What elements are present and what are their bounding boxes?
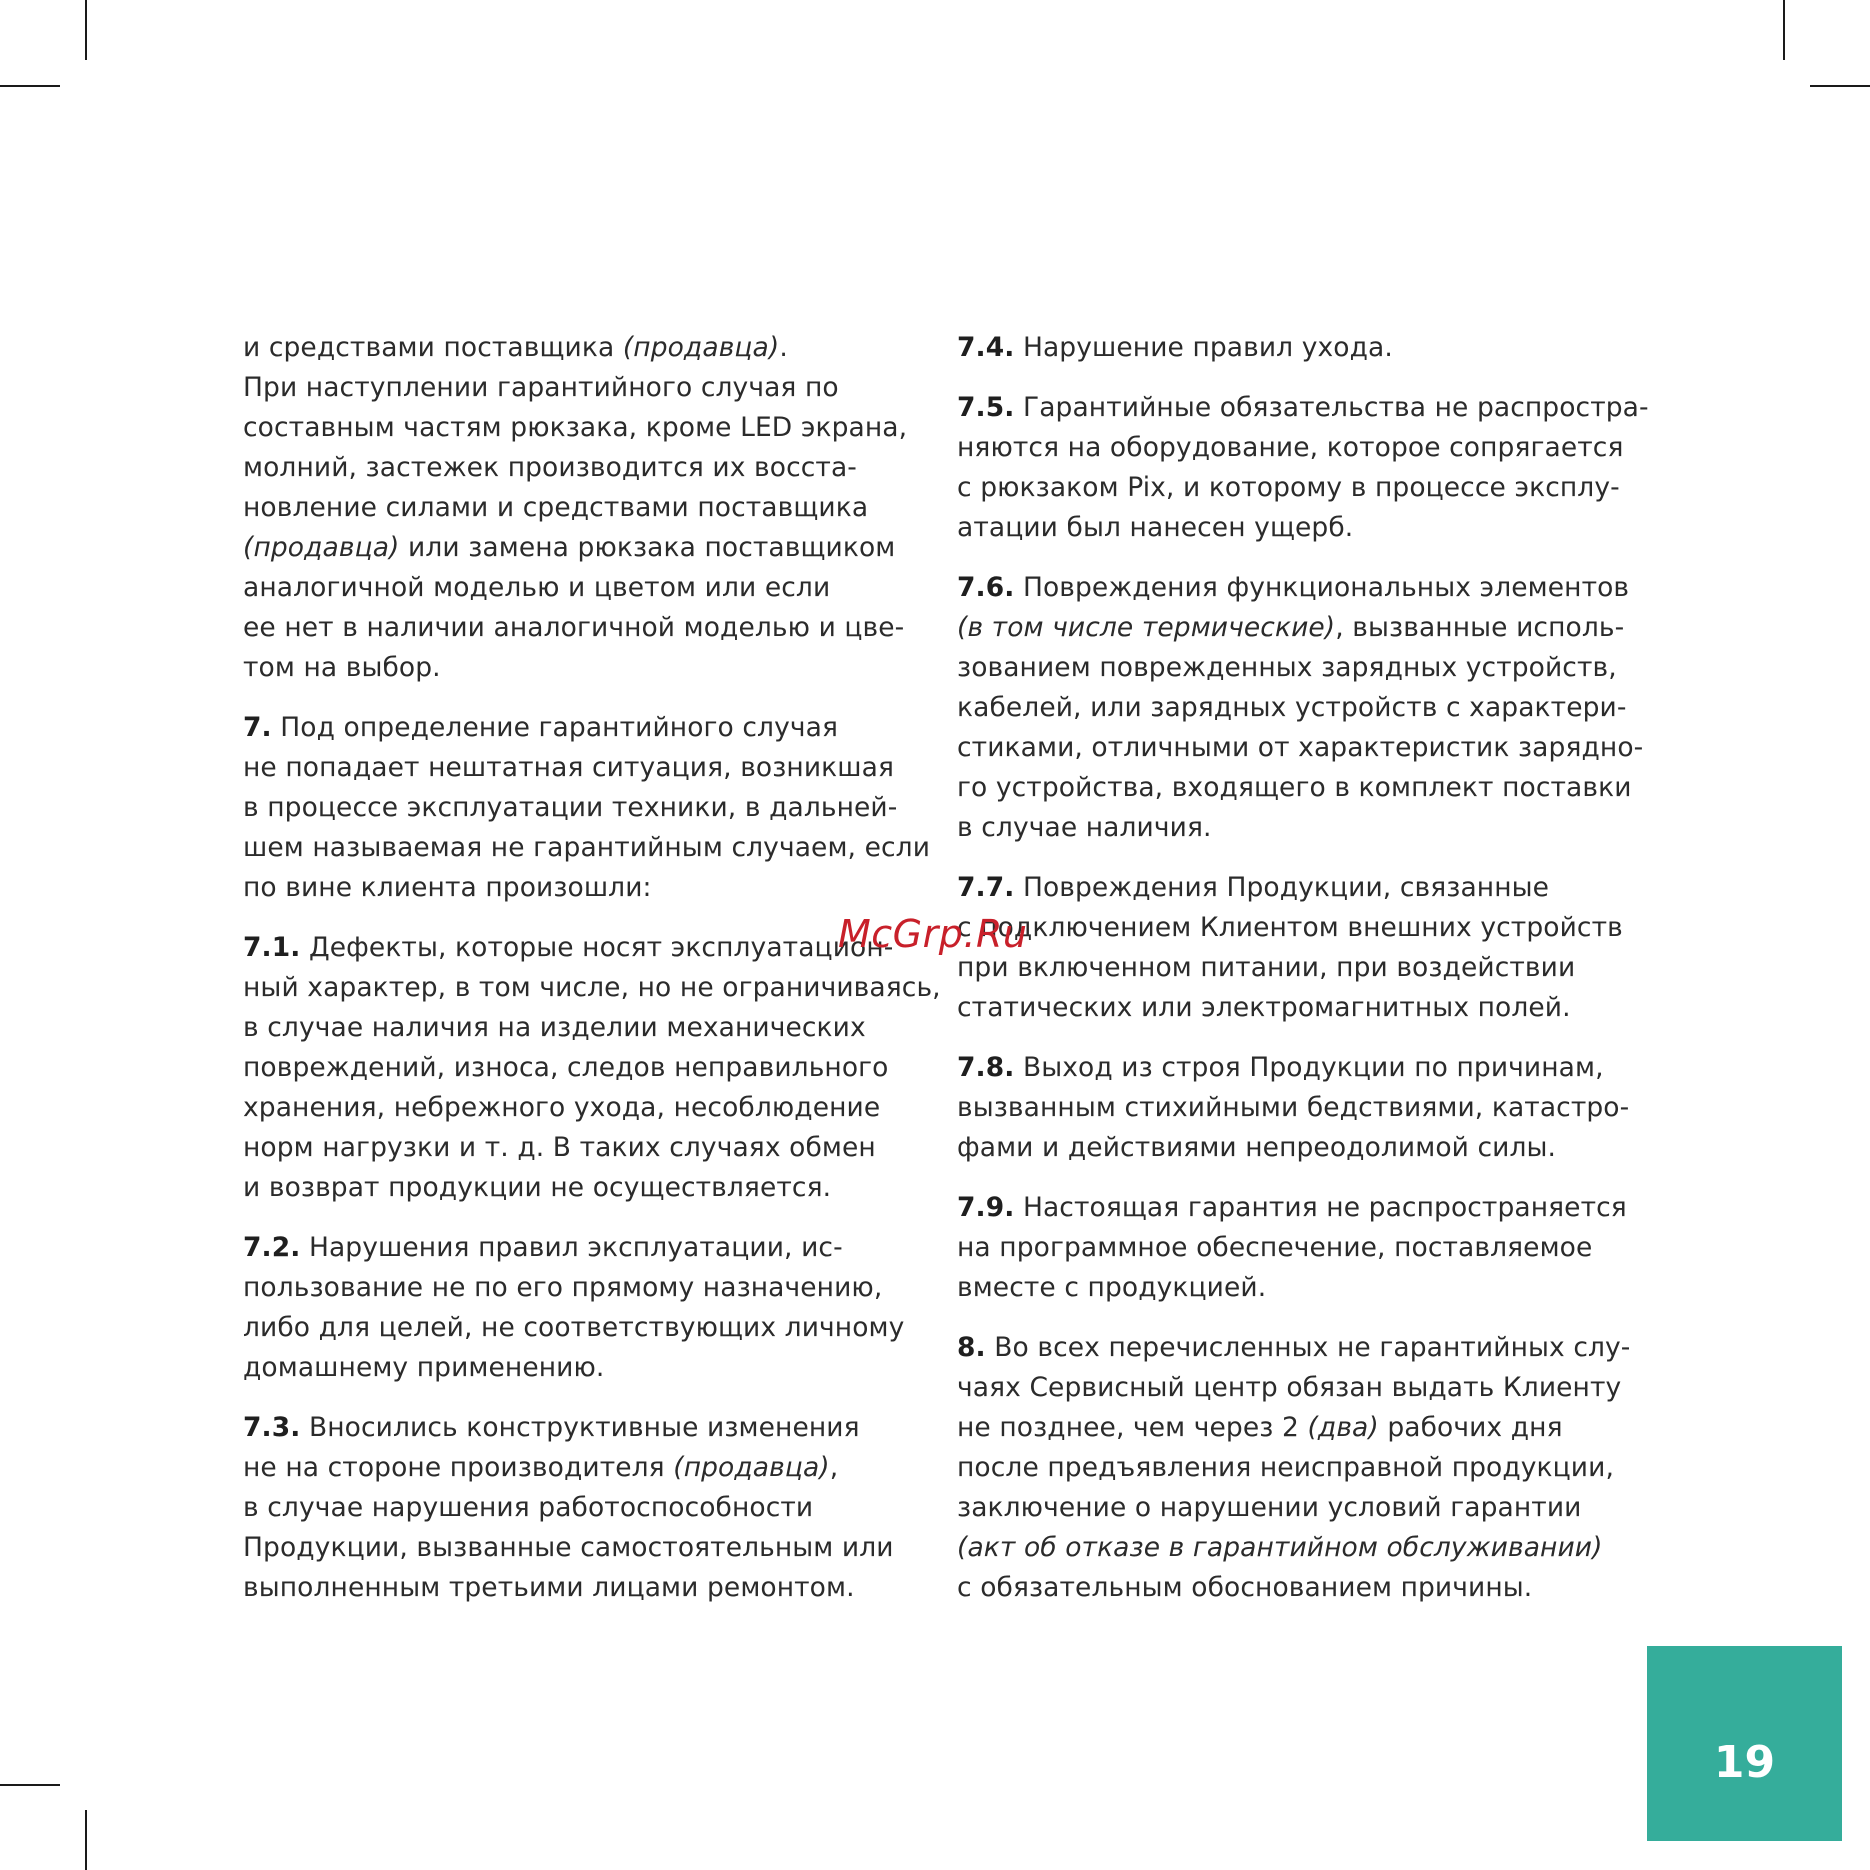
text-line — [243, 1448, 923, 1488]
clause-number: 8. — [957, 1332, 986, 1363]
text-line: норм нагрузки и т. д. В таких случаях обмен — [243, 1132, 876, 1163]
italic-span: (продавца) — [622, 332, 780, 363]
text-line: составным частям рюкзака, кроме LED экрана, — [243, 412, 908, 443]
paragraph-intro — [243, 328, 923, 688]
paragraph-7-9 — [957, 1188, 1637, 1308]
crop-mark — [85, 0, 87, 60]
text-span: Во всех перечисленных не гарантийных слу- — [985, 1332, 1631, 1363]
text-line — [957, 1328, 1637, 1368]
text-line: на программное обеспечение, поставляемое — [957, 1232, 1593, 1263]
text-line: ее нет в наличии аналогичной моделью и цве- — [243, 612, 905, 643]
text-line — [243, 1228, 923, 1268]
paragraph-7-6 — [957, 568, 1644, 848]
text-line: с обязательным обоснованием причины. — [957, 1572, 1533, 1603]
clause-number: 7.7. — [957, 872, 1015, 903]
text-line: том на выбор. — [243, 652, 441, 683]
text-span: рабочих дня — [1378, 1412, 1563, 1443]
text-line — [957, 608, 1637, 648]
clause-number: 7.9. — [957, 1192, 1015, 1223]
watermark: McGrp.Ru — [838, 912, 1028, 956]
text-line: вызванным стихийными бедствиями, катастро- — [957, 1092, 1630, 1123]
text-line — [957, 388, 1649, 428]
clause-number: 7.8. — [957, 1052, 1015, 1083]
text-line: и возврат продукции не осуществляется. — [243, 1172, 832, 1203]
paragraph-7-1 — [243, 928, 941, 1208]
text-line: аналогичной моделью и цветом или если — [243, 572, 831, 603]
text-line: не попадает нештатная ситуация, возникшая — [243, 752, 895, 783]
text-line: в случае наличия на изделии механических — [243, 1012, 866, 1043]
text-line — [243, 328, 923, 368]
text-span: Вносились конструктивные изменения — [300, 1412, 860, 1443]
text-line — [957, 1188, 1637, 1228]
text-line: чаях Сервисный центр обязан выдать Клиенту — [957, 1372, 1622, 1403]
text-line: либо для целей, не соответствующих личному — [243, 1312, 905, 1343]
text-line: фами и действиями непреодолимой силы. — [957, 1132, 1557, 1163]
text-line: в случае наличия. — [957, 812, 1212, 843]
clause-number: 7.6. — [957, 572, 1015, 603]
crop-mark — [0, 85, 60, 87]
clause-number: 7.5. — [957, 392, 1015, 423]
text-line: выполненным третьими лицами ремонтом. — [243, 1572, 855, 1603]
paragraph-7-4 — [957, 328, 1637, 368]
text-span: не позднее, чем через 2 — [957, 1412, 1308, 1443]
text-line: заключение о нарушении условий гарантии — [957, 1492, 1582, 1523]
paragraph-7-2 — [243, 1228, 923, 1388]
page-number: 19 — [1713, 1737, 1776, 1788]
text-line: ный характер, в том числе, но не ограничиваясь, — [243, 972, 941, 1003]
text-line — [957, 1408, 1637, 1448]
italic-span: (в том числе термические) — [957, 612, 1336, 643]
text-span: Выход из строя Продукции по причинам, — [1014, 1052, 1604, 1083]
paragraph-7 — [243, 708, 931, 908]
text-line: после предъявления неисправной продукции, — [957, 1452, 1614, 1483]
italic-span: (продавца) — [243, 532, 400, 563]
text-span: не на стороне производителя — [243, 1452, 674, 1483]
text-span: Повреждения Продукции, связанные — [1014, 872, 1550, 903]
text-line: няются на оборудование, которое сопрягается — [957, 432, 1624, 463]
text-line: кабелей, или зарядных устройств с характери- — [957, 692, 1627, 723]
text-line — [957, 568, 1637, 608]
paragraph-7-3 — [243, 1408, 923, 1608]
text-line: стиками, отличными от характеристик зарядно- — [957, 732, 1644, 763]
clause-number: 7. — [243, 712, 272, 743]
crop-mark — [1783, 0, 1785, 60]
text-line: молний, застежек производится их восста- — [243, 452, 857, 483]
text-span: Нарушение правил ухода. — [1014, 332, 1393, 363]
text-span: , — [829, 1452, 839, 1483]
right-column — [957, 328, 1649, 1628]
text-span: Повреждения функциональных элементов — [1014, 572, 1630, 603]
clause-number: 7.4. — [957, 332, 1015, 363]
text-line — [957, 328, 1637, 368]
text-span: или замена рюкзака поставщиком — [399, 532, 896, 563]
text-span: Под определение гарантийного случая — [271, 712, 838, 743]
text-line: в случае нарушения работоспособности — [243, 1492, 814, 1523]
text-line: Продукции, вызванные самостоятельным или — [243, 1532, 894, 1563]
text-line: пользование не по его прямому назначению, — [243, 1272, 883, 1303]
text-line: (акт об отказе в гарантийном обслуживании) — [957, 1532, 1603, 1563]
text-line: с рюкзаком Pix, и которому в процессе эксплу- — [957, 472, 1620, 503]
text-line: атации был нанесен ущерб. — [957, 512, 1354, 543]
text-span: Нарушения правил эксплуатации, ис- — [300, 1232, 843, 1263]
text-line: При наступлении гарантийного случая по — [243, 372, 839, 403]
paragraph-7-5 — [957, 388, 1649, 548]
text-line: домашнему применению. — [243, 1352, 605, 1383]
paragraph-7-8 — [957, 1048, 1637, 1168]
text-span: . — [779, 332, 788, 363]
text-line: хранения, небрежного ухода, несоблюдение — [243, 1092, 881, 1123]
text-line: в процессе эксплуатации техники, в дальней- — [243, 792, 898, 823]
clause-number: 7.2. — [243, 1232, 301, 1263]
text-line: шем называемая не гарантийным случаем, если — [243, 832, 931, 863]
italic-span: (два) — [1307, 1412, 1379, 1443]
crop-mark — [1810, 85, 1870, 87]
text-line: го устройства, входящего в комплект поставки — [957, 772, 1632, 803]
text-line — [243, 528, 923, 568]
text-span: и средствами поставщика — [243, 332, 623, 363]
clause-number: 7.3. — [243, 1412, 301, 1443]
text-line: статических или электромагнитных полей. — [957, 992, 1571, 1023]
text-span: , вызванные исполь- — [1335, 612, 1625, 643]
text-line: с подключением Клиентом внешних устройств — [957, 912, 1623, 943]
crop-mark — [85, 1810, 87, 1870]
text-line: повреждений, износа, следов неправильного — [243, 1052, 889, 1083]
text-line: новление силами и средствами поставщика — [243, 492, 869, 523]
text-line — [243, 928, 923, 968]
clause-number: 7.1. — [243, 932, 301, 963]
crop-mark — [0, 1784, 60, 1786]
text-line: при включенном питании, при воздействии — [957, 952, 1576, 983]
italic-span: (продавца) — [673, 1452, 830, 1483]
text-span: Дефекты, которые носят эксплуатацион- — [300, 932, 894, 963]
text-line — [243, 708, 923, 748]
paragraph-8 — [957, 1328, 1637, 1608]
text-line — [957, 868, 1637, 908]
text-line: по вине клиента произошли: — [243, 872, 652, 903]
text-line — [957, 1048, 1637, 1088]
text-line: вместе с продукцией. — [957, 1272, 1267, 1303]
text-span: Гарантийные обязательства не распростра- — [1014, 392, 1649, 423]
text-line: зованием поврежденных зарядных устройств, — [957, 652, 1617, 683]
text-span: Настоящая гарантия не распространяется — [1014, 1192, 1627, 1223]
text-line — [243, 1408, 923, 1448]
paragraph-7-7 — [957, 868, 1637, 1028]
